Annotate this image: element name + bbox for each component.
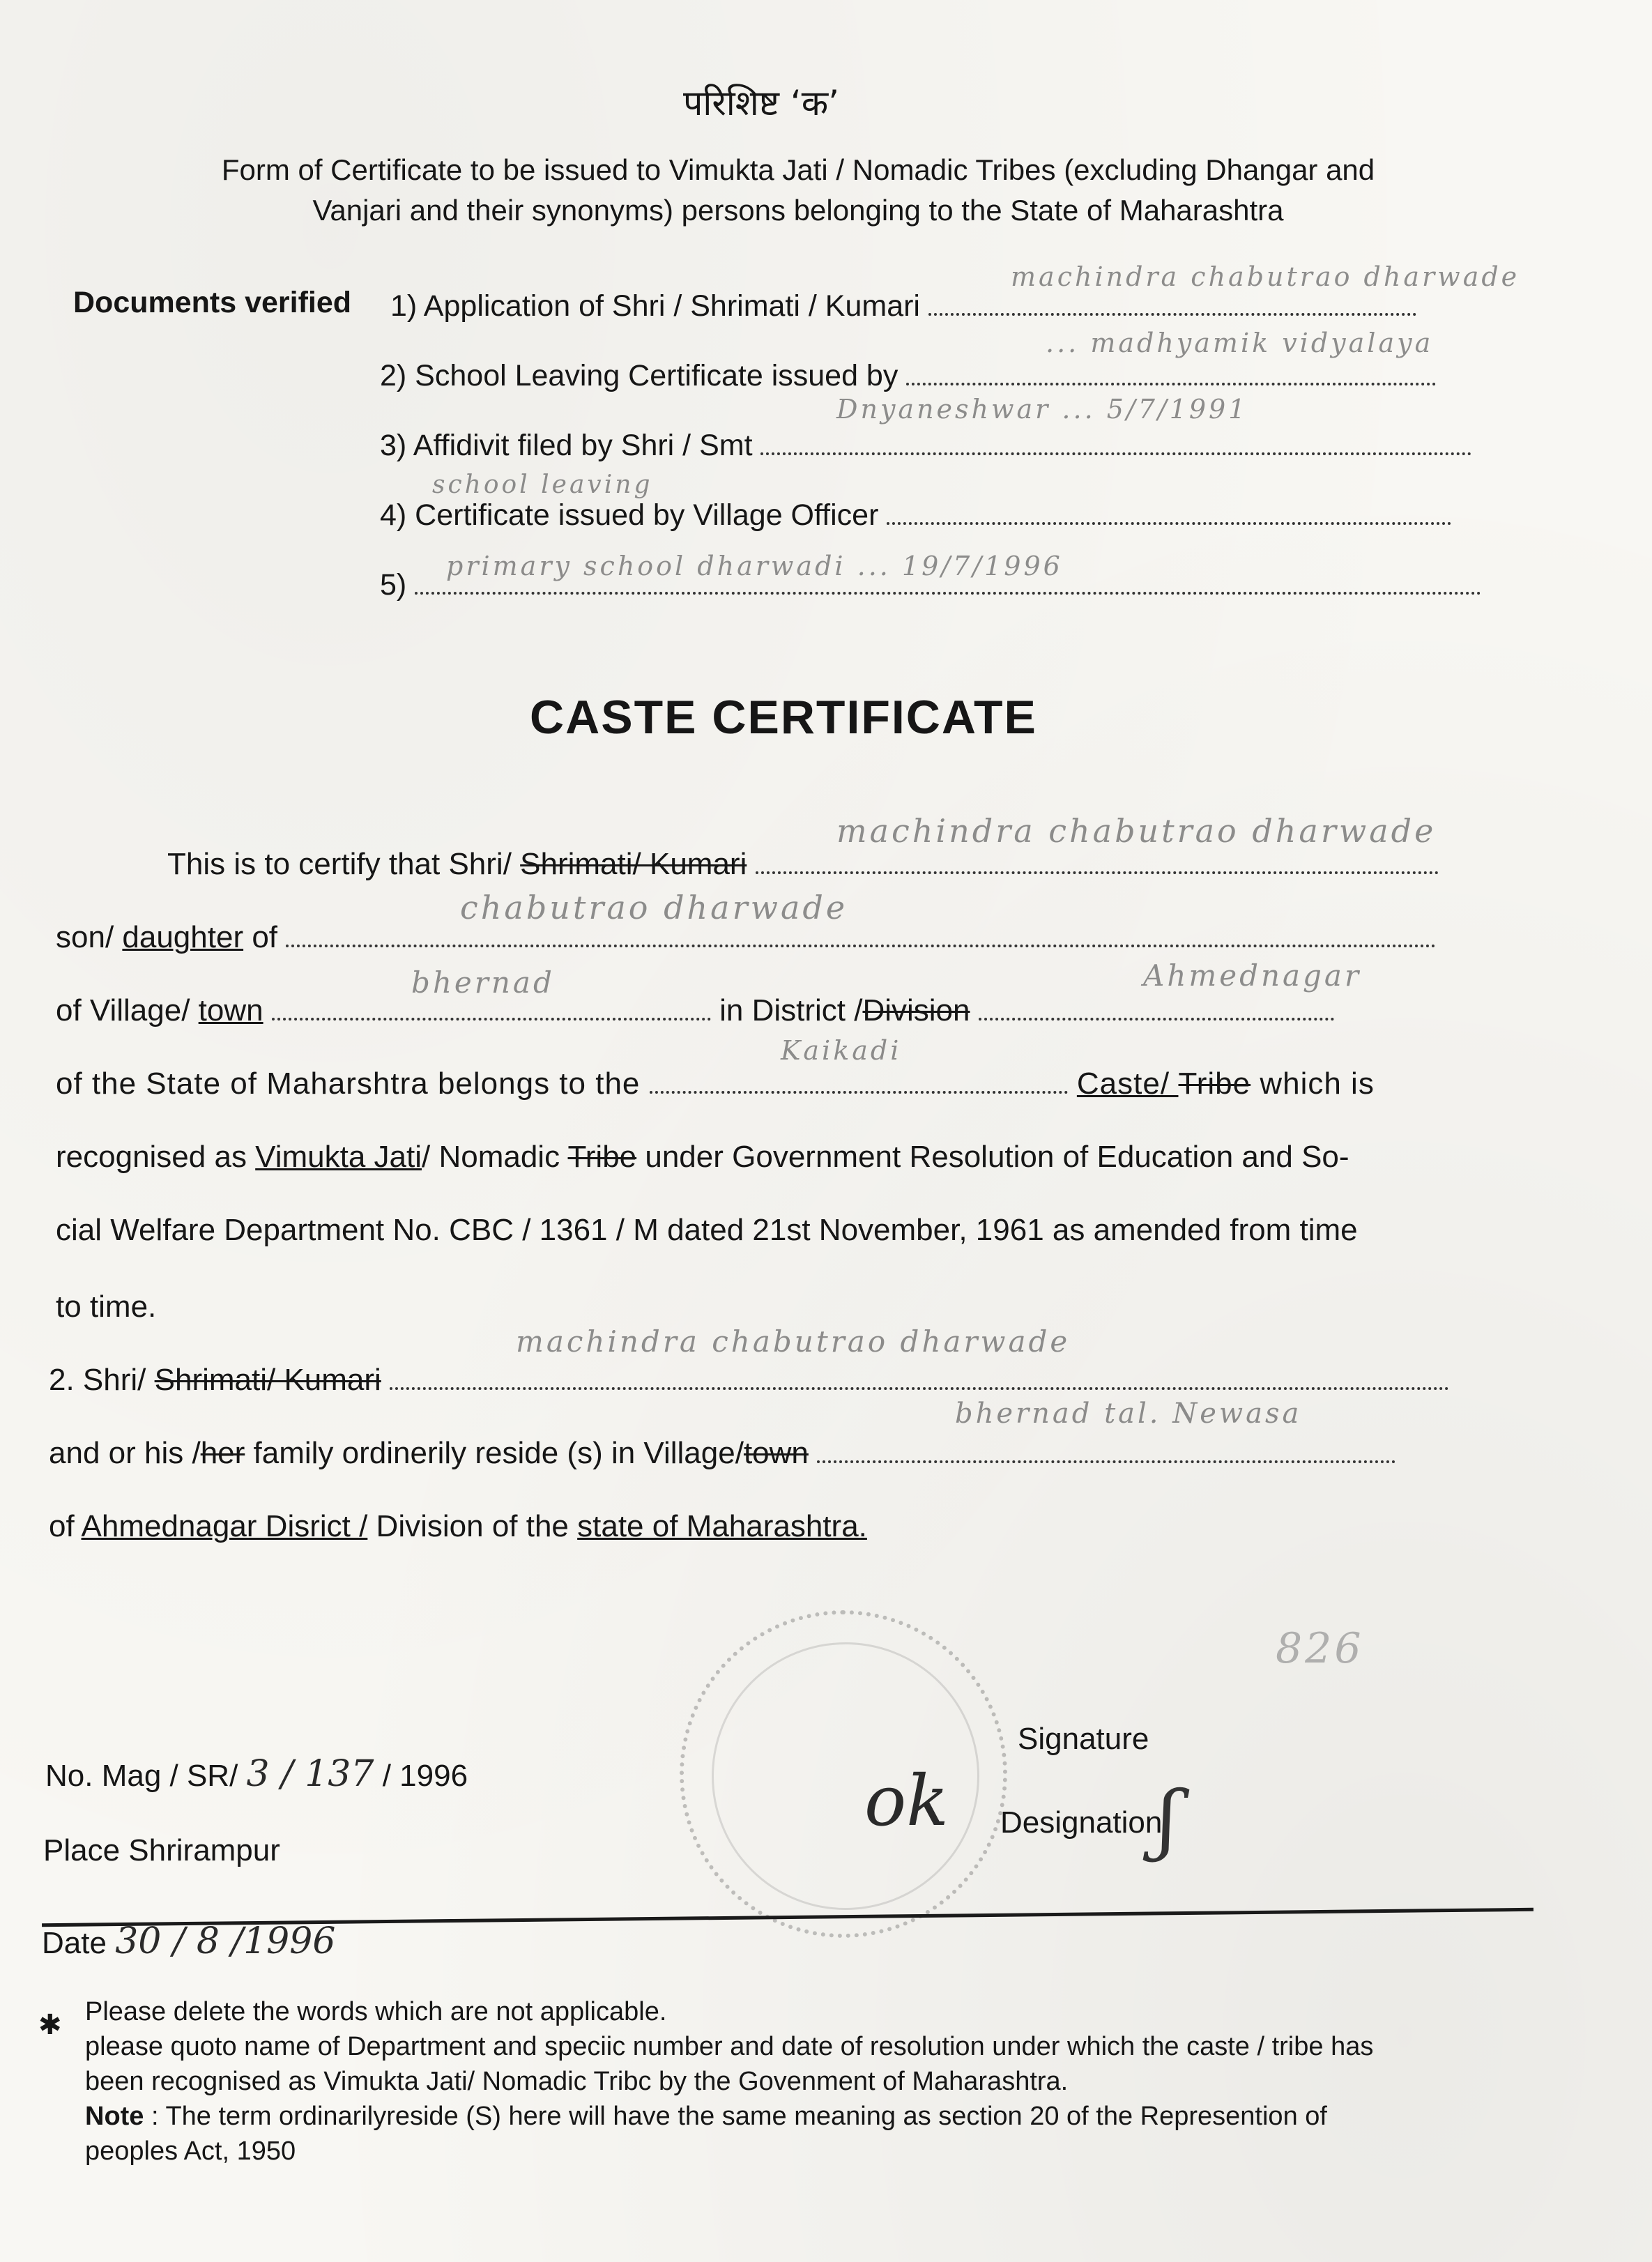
document-item-4-blank [887, 517, 1451, 525]
place: Place Shrirampur [43, 1833, 280, 1867]
reference-number-year: / 1996 [382, 1759, 468, 1793]
ahmednagar-district-text: Ahmednagar Disrict / [81, 1509, 368, 1543]
district-label: in District / [719, 993, 863, 1027]
caste-blank [650, 1085, 1068, 1094]
para2-struck: Shrimati/ Kumari [154, 1363, 381, 1397]
form-description-line-2: Vanjari and their synonyms) persons belonging to the State of Maharashtra [312, 194, 1284, 227]
document-item-5-handwriting: primary school dharwadi ... 19/7/1996 [446, 551, 1063, 581]
recognised-tribe-struck: Tribe [567, 1140, 637, 1174]
reference-number-handwriting: 3 / 137 [246, 1753, 374, 1795]
footnote-note [85, 2102, 1327, 2132]
recognised-line [56, 1140, 1349, 1175]
para2-line [49, 1363, 1449, 1398]
document-item-3-blank [760, 447, 1471, 455]
document-item-4-label: 4) Certificate issued by Village Officer [380, 498, 879, 532]
reside-village-handwriting: bhernad tal. Newasa [955, 1398, 1302, 1430]
recognised-line-suffix: under Government Resolution of Education and So- [636, 1140, 1349, 1174]
certify-line [167, 847, 1439, 882]
footnote-note-label: Note [85, 2102, 144, 2131]
district-handwriting: Ahmednagar [1143, 958, 1362, 993]
parent-name-handwriting: chabutrao dharwade [460, 889, 848, 926]
village-line-town: town [198, 993, 263, 1027]
reside-village-blank [817, 1455, 1395, 1463]
signature-label: Signature [1018, 1722, 1149, 1756]
certify-line-prefix: This is to certify that Shri/ [167, 847, 521, 881]
appendix-heading: परिशिष्ट ‘क’ [683, 83, 840, 123]
district-state-prefix: of [49, 1509, 82, 1543]
document-item-2-label: 2) School Leaving Certificate issued by [380, 359, 898, 392]
document-item-3-handwriting: Dnyaneshwar ... 5/7/1991 [836, 394, 1248, 425]
side-note: 826 [1276, 1624, 1364, 1673]
documents-verified-label: Documents verified [73, 286, 352, 319]
designation-label: Designation [1000, 1805, 1163, 1840]
parent-line-struck: daughter [122, 920, 244, 954]
footnote-line-3: been recognised as Vimukta Jati/ Nomadic Tribc by the Govenment of Maharashtra. [85, 2067, 1069, 2096]
state-line-prefix: of the State of Maharshtra belongs to the [56, 1067, 641, 1101]
document-item-1 [390, 289, 1416, 323]
parent-line-suffix: of [243, 920, 278, 954]
certify-name-handwriting: machindra chabutrao dharwade [836, 812, 1437, 850]
document-item-1-handwriting: machindra chabutrao dharwade [1011, 261, 1520, 292]
reside-town-struck: town [743, 1436, 809, 1470]
certify-name-blank [756, 866, 1439, 874]
parent-line-prefix: son/ [56, 920, 123, 954]
para2-prefix: 2. Shri/ [49, 1363, 155, 1397]
document-item-1-label: 1) Application of Shri / Shrimati / Kumari [390, 289, 920, 323]
district-state-line [49, 1509, 867, 1544]
date-label: Date [42, 1926, 107, 1960]
document-item-5-blank [415, 586, 1481, 595]
issue-date [42, 1920, 335, 1962]
reference-number [45, 1753, 468, 1795]
vimukta-jati-text: Vimukta Jati [255, 1140, 422, 1174]
village-handwriting: bhernad [411, 965, 555, 1000]
document-item-2-handwriting: ... madhyamik vidyalaya [1046, 328, 1434, 358]
document-item-4-handwriting: school leaving [432, 471, 653, 499]
footnote-note-text: : The term ordinarilyreside (S) here will have the same meaning as section 20 of the Represention of [144, 2102, 1327, 2131]
document-item-1-blank [928, 307, 1416, 316]
document-item-3 [380, 429, 1471, 463]
signature-initials: ok [864, 1760, 949, 1842]
caste-handwriting: Kaikadi [781, 1035, 902, 1066]
footnote-line-1: Please delete the words which are not applicable. [85, 1997, 667, 2026]
state-line-suffix: which is [1251, 1067, 1375, 1101]
signature-stroke: ʃ [1157, 1774, 1178, 1863]
certify-line-struck: Shrimati/ Kumari [520, 847, 747, 881]
to-time-line: to time. [56, 1290, 157, 1324]
document-item-2 [380, 359, 1436, 393]
office-seal [680, 1610, 1007, 1938]
recognised-line-mid: / Nomadic [422, 1140, 568, 1174]
para2-name-handwriting: machindra chabutrao dharwade [516, 1324, 1071, 1359]
division-struck: Division [862, 993, 970, 1027]
parent-name-blank [286, 939, 1436, 947]
reside-her-struck: her [200, 1436, 245, 1470]
document-item-3-label: 3) Affidivit filed by Shri / Smt [380, 429, 753, 462]
recognised-line-prefix: recognised as [56, 1140, 256, 1174]
state-line [56, 1067, 1375, 1101]
reference-number-label: No. Mag / SR/ [45, 1759, 238, 1793]
tribe-struck: Tribe [1178, 1067, 1251, 1101]
document-item-5-label: 5) [380, 568, 407, 602]
caste-label: Caste/ [1076, 1067, 1179, 1101]
footnote-line-5: peoples Act, 1950 [85, 2137, 296, 2166]
village-blank [272, 1012, 711, 1021]
date-handwriting: 30 / 8 /1996 [115, 1920, 336, 1962]
reside-prefix: and or his / [49, 1436, 201, 1470]
document-item-4 [380, 498, 1451, 533]
form-description-line-1: Form of Certificate to be issued to Vimukta Jati / Nomadic Tribes (excluding Dhangar and [221, 153, 1375, 186]
reside-mid: family ordinerily reside (s) in Village/ [245, 1436, 744, 1470]
footnote-line-2: please quoto name of Department and speciic number and date of resolution under which the caste / tribe has [85, 2032, 1374, 2061]
reside-line [49, 1436, 1395, 1471]
village-line-prefix: of Village/ [56, 993, 199, 1027]
village-line [56, 993, 1334, 1028]
state-of-maharashtra-text: state of Maharashtra. [577, 1509, 867, 1543]
district-state-mid: Division of the [367, 1509, 578, 1543]
resolution-line: cial Welfare Department No. CBC / 1361 / M dated 21st November, 1961 as amended from time [56, 1213, 1358, 1247]
document-item-2-blank [906, 377, 1436, 385]
footnote-star: ✱ [38, 2010, 62, 2040]
para2-name-blank [390, 1382, 1449, 1390]
certificate-title: CASTE CERTIFICATE [530, 691, 1037, 744]
district-blank [979, 1012, 1334, 1021]
